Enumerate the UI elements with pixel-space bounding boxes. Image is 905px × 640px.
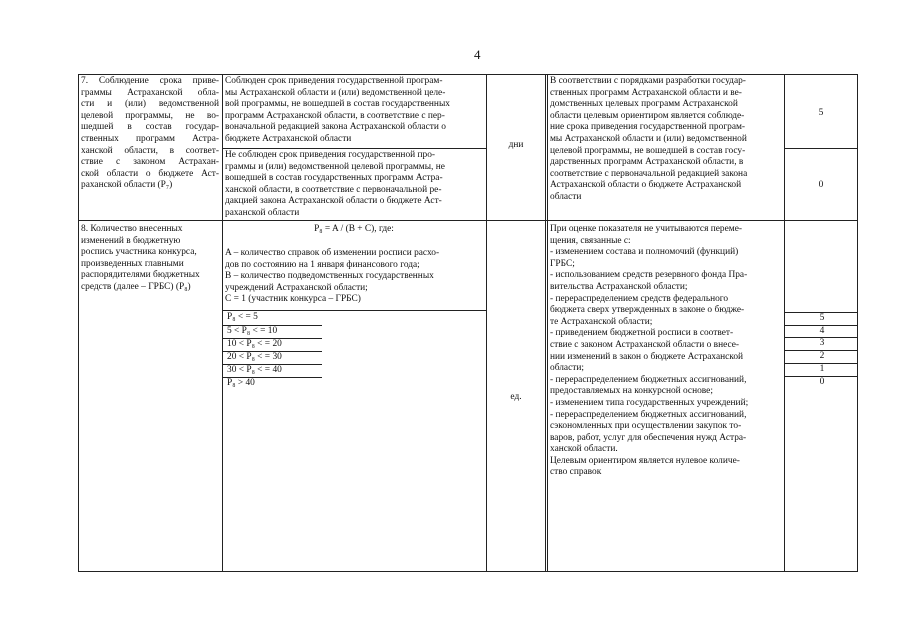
range-item: 5 < P₈ < = 10 bbox=[227, 326, 278, 336]
range-item: P₈ < = 5 bbox=[227, 312, 258, 322]
score-item: 5 bbox=[819, 313, 825, 323]
score-item: 2 bbox=[819, 351, 825, 361]
score-item: 1 bbox=[819, 364, 825, 374]
column-divider bbox=[545, 74, 546, 572]
row-divider bbox=[78, 220, 858, 221]
criteria-table bbox=[78, 74, 858, 572]
score-divider bbox=[784, 148, 858, 149]
score-item: 3 bbox=[819, 338, 825, 348]
row7-condition-not-met: Не соблюден срок приведения государственной про- граммы и (или) ведомственной целевой программы, не вошедшей в состав государственных программ Астра- ханской области, в соответствие с первоначальной ре- дакцией закона Астраханской области о бюджете Аст- раханской области bbox=[225, 150, 445, 218]
row7-condition-met: Соблюден срок приведения государственной програм- мы Астраханской области и (или) ведомственной целе- вой программы, не вошедшей в состав государственных программ Астраханской области, в соответствие с пер- воначальной редакцией закона Астраханской области о бюджете Астраханской области bbox=[225, 76, 450, 144]
range-divider bbox=[222, 310, 486, 311]
row7-score-not-met: 0 bbox=[818, 180, 824, 190]
score-item: 4 bbox=[819, 326, 825, 336]
row7-unit: дни bbox=[508, 140, 524, 150]
range-item: 20 < P₈ < = 30 bbox=[227, 352, 282, 362]
table-border-bottom bbox=[78, 571, 858, 572]
range-item: P₈ > 40 bbox=[227, 378, 255, 388]
score-item: 0 bbox=[819, 377, 825, 387]
range-item: 10 < P₈ < = 20 bbox=[227, 339, 282, 349]
row8-unit: ед. bbox=[510, 392, 522, 402]
range-item: 30 < P₈ < = 40 bbox=[227, 365, 282, 375]
table-border-top bbox=[78, 74, 858, 75]
table-border-left bbox=[78, 74, 79, 572]
row8-formula: P₈ = A / (B + C), где: bbox=[314, 224, 394, 234]
condition-divider bbox=[222, 148, 486, 149]
row8-definitions: A – количество справок об изменении росписи расхо- дов по состоянию на 1 января финансового года; B – количество подведомственных государственных учреждений Астраханской области; C = 1 (участник конкурса – ГРБС) bbox=[225, 248, 440, 305]
page-number: 4 bbox=[474, 47, 481, 62]
row8-criterion: 8. Количество внесенных изменений в бюджетную роспись участника конкурса, произведенных главными распорядителями бюджетных средств (далее – ГРБС) (P₈) bbox=[81, 224, 200, 292]
row7-criterion: 7. Соблюдение срока приве- граммы Астраханской обла- сти и (или) ведомственной целевой программы, не во- шедшей в состав государ- ственных программ Астра- ханской области, в соответ- ствие с законом Астрахан- ской области о бюджете Аст- раханской области (P₇) bbox=[81, 76, 219, 191]
row7-notes: В соответствии с порядками разработки государ- ственных программ Астраханской области и ве- домственных целевых программ Астраханской области целевым ориентиром является соблюде- ние срока приведения государственной програм- мы Астраханской области и (или) ведомственной целевой программы, не вошедшей в состав госу- дарственных программ Астраханской области, в соответствие с первоначальной редакцией закона Астраханской области о бюджете Астраханской области bbox=[550, 76, 748, 202]
row8-notes: При оценке показателя не учитываются переме- щения, связанные с: - изменением состава и полномочий (функций) ГРБС; - использованием средств резервного фонда Пра- вительства Астраханской области; - перераспределением средств федерального бюджета сверх утвержденных в законе о бюдже- те Астраханской области; - приведением бюджетной росписи в соответ- ствие с законом Астраханской области о внесе- нии изменений в закон о бюджете Астраханской области; - перераспределением бюджетных ассигнований, предоставляемых на конкурсной основе; - изменением типа государственных учреждений; - перераспределением бюджетных ассигнований, сэкономленных при осуществлении закупок то- варов, работ, услуг для обеспечения нужд Астра- ханской области. Целевым ориентиром является нулевое количе- ство справок bbox=[550, 224, 749, 478]
column-divider bbox=[547, 74, 548, 572]
row7-score-met: 5 bbox=[818, 108, 824, 118]
